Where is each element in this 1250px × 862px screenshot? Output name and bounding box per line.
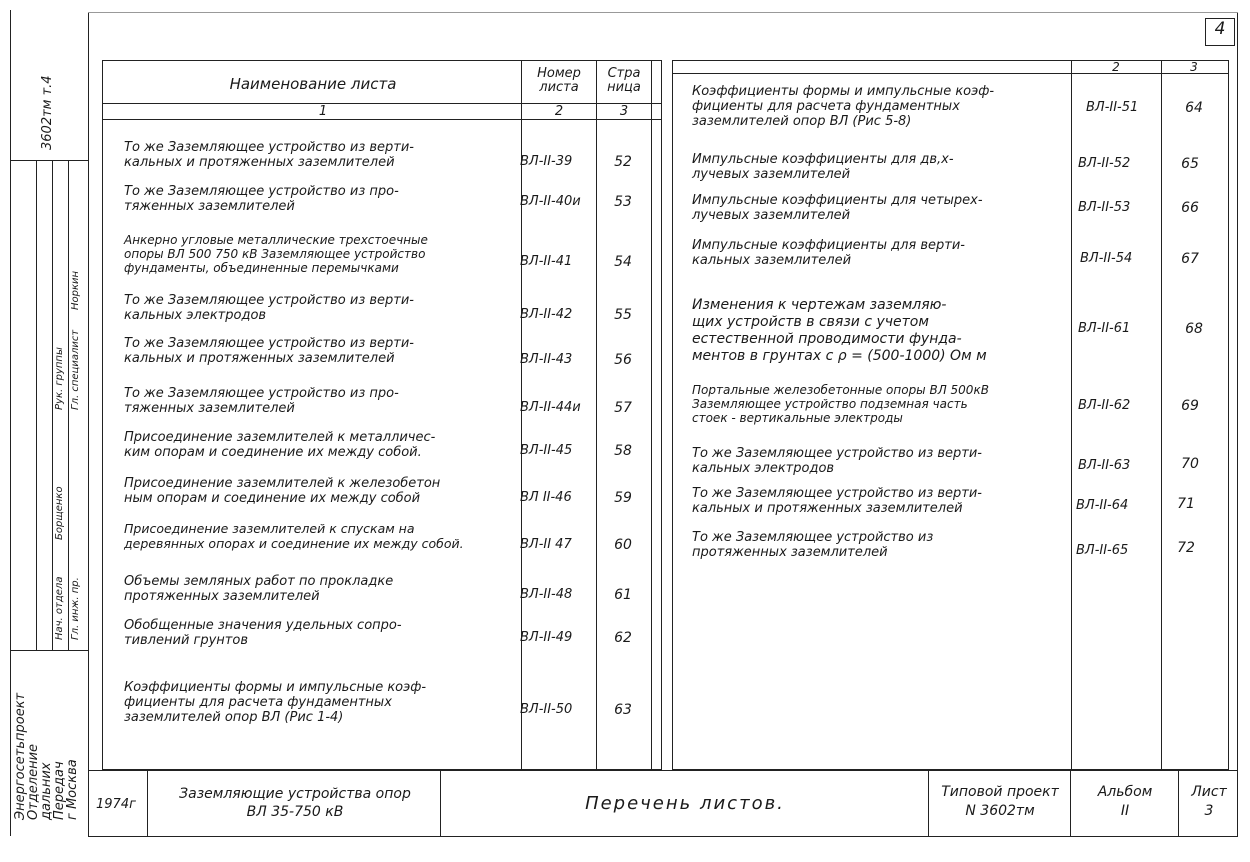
- right-row-9-code: ВЛ-II-65: [1076, 543, 1129, 558]
- title-block: [88, 770, 1238, 837]
- left-row-4-code: ВЛ-II-42: [520, 307, 573, 322]
- left-header-index-2: 2: [554, 104, 564, 119]
- right-row-4-code: ВЛ-II-54: [1080, 251, 1133, 266]
- stamp-role-3: Рук. группы: [54, 347, 65, 410]
- right-row-2-code: ВЛ-II-52: [1078, 156, 1131, 171]
- left-row-3-name: Анкерно угловые металлические трехстоечные опоры ВЛ 500 750 кВ Заземляющее устройство фундаменты, объединенные перемычками: [124, 233, 428, 275]
- right-row-4-name: Импульсные коэффициенты для верти- кальных заземлителей: [692, 238, 965, 268]
- stamp-role-1: Нач. отдела: [54, 576, 65, 640]
- right-row-3-code: ВЛ-II-53: [1078, 200, 1131, 215]
- left-row-11-page: 62: [614, 630, 632, 646]
- left-header-page: Стра ница: [607, 66, 641, 95]
- left-row-10-code: ВЛ-II-48: [520, 587, 573, 602]
- left-row-5-name: То же Заземляющее устройство из верти- кальных и протяженных заземлителей: [124, 336, 414, 366]
- right-row-6-code: ВЛ-II-62: [1078, 398, 1131, 413]
- title-sheet-label: Лист 3: [1191, 784, 1227, 819]
- right-row-4-page: 67: [1181, 251, 1199, 267]
- right-row-1-name: Коэффициенты формы и импульсные коэф- фициенты для расчета фундаментных заземлителей опор ВЛ (Рис 5-8): [692, 84, 995, 129]
- title-subject: Заземляющие устройства опор ВЛ 35-750 кВ: [179, 786, 411, 820]
- left-row-3-code: ВЛ-II-41: [520, 254, 573, 269]
- stamp-project-code: 3602тм т.4: [40, 75, 55, 150]
- left-row-9-code: ВЛ-II 47: [520, 537, 572, 552]
- right-row-7-code: ВЛ-II-63: [1078, 458, 1131, 473]
- left-row-6-page: 57: [614, 400, 632, 416]
- title-album: Альбом II: [1097, 784, 1153, 819]
- stamp-name-2: Норкин: [70, 270, 81, 310]
- stamp-organization: Энергосетьпроект Отделение дальних Передач г Москва: [13, 692, 80, 820]
- right-row-2-name: Импульсные коэффициенты для дв,х- лучевых заземлителей: [692, 152, 954, 182]
- left-row-8-code: ВЛ II-46: [520, 490, 572, 505]
- left-header-index-1: 1: [318, 104, 328, 119]
- right-header-index-3: 3: [1190, 60, 1198, 74]
- title-sheet-name: Перечень листов.: [585, 793, 785, 814]
- left-row-10-name: Объемы земляных работ по прокладке протяженных заземлителей: [124, 574, 394, 604]
- left-row-3-page: 54: [614, 254, 632, 270]
- left-row-12-name: Коэффициенты формы и импульсные коэф- фициенты для расчета фундаментных заземлителей опор ВЛ (Рис 1-4): [124, 680, 427, 725]
- right-row-7-name: То же Заземляющее устройство из верти- кальных электродов: [692, 446, 982, 476]
- frame-top-line: [88, 12, 1238, 13]
- right-header-index-2: 2: [1112, 60, 1120, 74]
- right-row-8-name: То же Заземляющее устройство из верти- кальных и протяженных заземлителей: [692, 486, 982, 516]
- left-row-7-code: ВЛ-II-45: [520, 443, 573, 458]
- left-row-9-page: 60: [614, 537, 632, 553]
- right-row-1-code: ВЛ-II-51: [1086, 100, 1139, 115]
- right-row-6-name: Портальные железобетонные опоры ВЛ 500кВ Заземляющее устройство подземная часть стоек - вертикальные электроды: [692, 383, 989, 425]
- left-row-2-name: То же Заземляющее устройство из про- тяженных заземлителей: [124, 184, 399, 214]
- left-row-4-page: 55: [614, 307, 632, 323]
- right-row-3-page: 66: [1181, 200, 1199, 216]
- right-row-7-page: 70: [1181, 456, 1199, 472]
- left-row-5-page: 56: [614, 352, 632, 368]
- right-row-3-name: Импульсные коэффициенты для четырех- лучевых заземлителей: [692, 193, 983, 223]
- right-row-9-name: То же Заземляющее устройство из протяженных заземлителей: [692, 530, 934, 560]
- title-project: Типовой проект N 3602тм: [941, 784, 1059, 819]
- title-year: 1974г: [96, 797, 136, 812]
- right-row-1-page: 64: [1185, 100, 1203, 116]
- left-row-11-name: Обобщенные значения удельных сопро- тивлений грунтов: [124, 618, 402, 648]
- left-row-2-code: ВЛ-II-40и: [520, 194, 581, 209]
- left-row-5-code: ВЛ-II-43: [520, 352, 573, 367]
- left-row-6-code: ВЛ-II-44и: [520, 400, 581, 415]
- left-row-8-name: Присоединение заземлителей к железобетон ным опорам и соединение их между собой: [124, 476, 441, 506]
- left-row-1-page: 52: [614, 154, 632, 170]
- left-row-8-page: 59: [614, 490, 632, 506]
- corner-sheet-number: 4: [1205, 18, 1235, 46]
- right-row-2-page: 65: [1181, 156, 1199, 172]
- left-row-4-name: То же Заземляющее устройство из верти- кальных электродов: [124, 293, 414, 323]
- left-row-12-code: ВЛ-II-50: [520, 702, 573, 717]
- frame-left-line: [88, 12, 89, 837]
- left-row-9-name: Присоединение заземлителей к спускам на деревянных опорах и соединение их между собой.: [124, 521, 464, 551]
- left-header-number: Номер листа: [537, 66, 581, 95]
- left-row-12-page: 63: [614, 702, 632, 718]
- right-row-8-code: ВЛ-II-64: [1076, 498, 1129, 513]
- right-row-6-page: 69: [1181, 398, 1199, 414]
- frame-right-line: [1237, 12, 1238, 837]
- side-stamp: [10, 10, 88, 836]
- left-header-index-3: 3: [619, 104, 629, 119]
- right-row-5-name: Изменения к чертежам заземляю- щих устройств в связи с учетом естественной проводимости фунда- ментов в грунтах с ρ = (500-1000) Ом м: [692, 297, 987, 364]
- left-row-10-page: 61: [614, 587, 632, 603]
- right-row-5-page: 68: [1185, 321, 1203, 337]
- left-row-2-page: 53: [614, 194, 632, 210]
- stamp-role-2: Гл. инж. пр.: [70, 577, 81, 640]
- left-row-6-name: То же Заземляющее устройство из про- тяженных заземлителей: [124, 386, 399, 416]
- left-row-7-page: 58: [614, 443, 632, 459]
- right-row-8-page: 71: [1177, 496, 1195, 512]
- right-row-9-page: 72: [1177, 540, 1195, 556]
- stamp-name-1: Борщенко: [54, 486, 65, 540]
- stamp-role-4: Гл. специалист: [70, 329, 81, 410]
- left-row-1-name: То же Заземляющее устройство из верти- кальных и протяженных заземлителей: [124, 140, 414, 170]
- left-header-name: Наименование листа: [229, 75, 397, 93]
- left-row-7-name: Присоединение заземлителей к металличес- ким опорам и соединение их между собой.: [124, 430, 436, 460]
- right-row-5-code: ВЛ-II-61: [1078, 321, 1131, 336]
- left-row-11-code: ВЛ-II-49: [520, 630, 573, 645]
- left-row-1-code: ВЛ-II-39: [520, 154, 573, 169]
